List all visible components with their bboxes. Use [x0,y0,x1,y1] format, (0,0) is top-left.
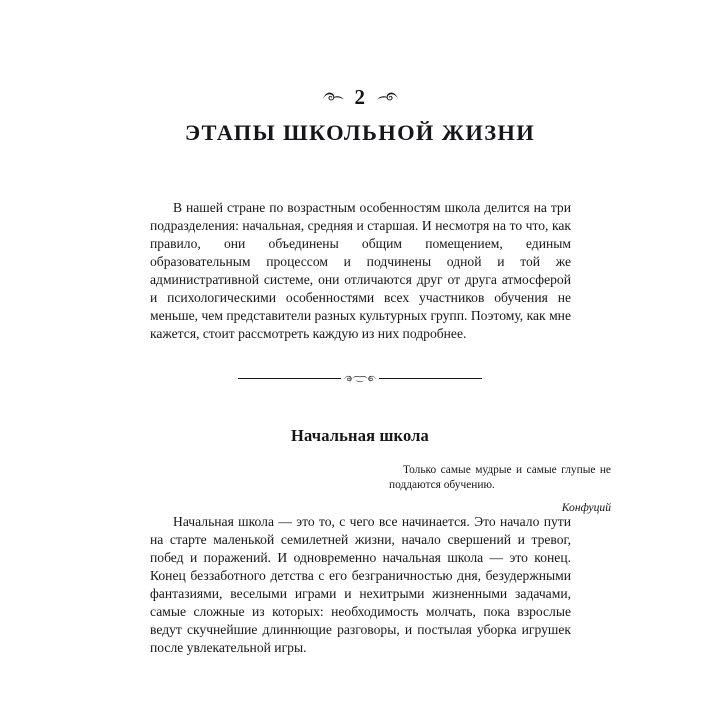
fleuron-right-icon [377,91,399,104]
closing-paragraph: Начальная школа — это то, с чего все начинается. Это начало пути на старте маленькой семилетней жизни, начало свершений и тревог, побед и поражений. И одновременно начальная школа — это конец. Конец беззаботного детства с его безграничностью дня, безудержными фантазиями, веселыми играми и нехитрыми жизненными задачами, самые сложные из которых: необходимость молчать, пока взрослые ведут скучнейшие длиннющие разговоры, и постылая уборка игрушек после увлекательной игры. [150,514,571,656]
epigraph-block [389,463,611,515]
chapter-title: ЭТАПЫ ШКОЛЬНОЙ ЖИЗНИ [184,120,536,145]
intro-section [150,199,571,343]
chapter-number-line [0,84,720,110]
epigraph-quote: Только самые мудрые и самые глупые не поддаются обучению. [389,464,611,491]
intro-paragraph: В нашей стране по возрастным особенностям школа делится на три подразделения: начальная, средняя и старшая. И несмотря на то что, как правило, они объединены общим помещением, единым образовательным процессом и подчинены одной и той же административной системе, они отличаются друг от друга атмосферой и психологическими особенностями всех участников обучения не меньше, чем представители разных культурных групп. Поэтому, как мне кажется, стоит рассмотреть каждую из них подробнее. [150,200,571,342]
swirl-ornament-icon [342,374,378,383]
fleuron-left-icon [322,91,344,104]
divider-rule-right [379,378,482,379]
section-heading: Начальная школа [291,425,429,445]
ornamental-divider [0,374,720,383]
divider-rule-left [238,378,341,379]
epigraph-attribution: Конфуций [561,501,611,515]
chapter-header [0,84,720,161]
chapter-number: 2 [354,85,366,109]
closing-section [150,513,571,657]
